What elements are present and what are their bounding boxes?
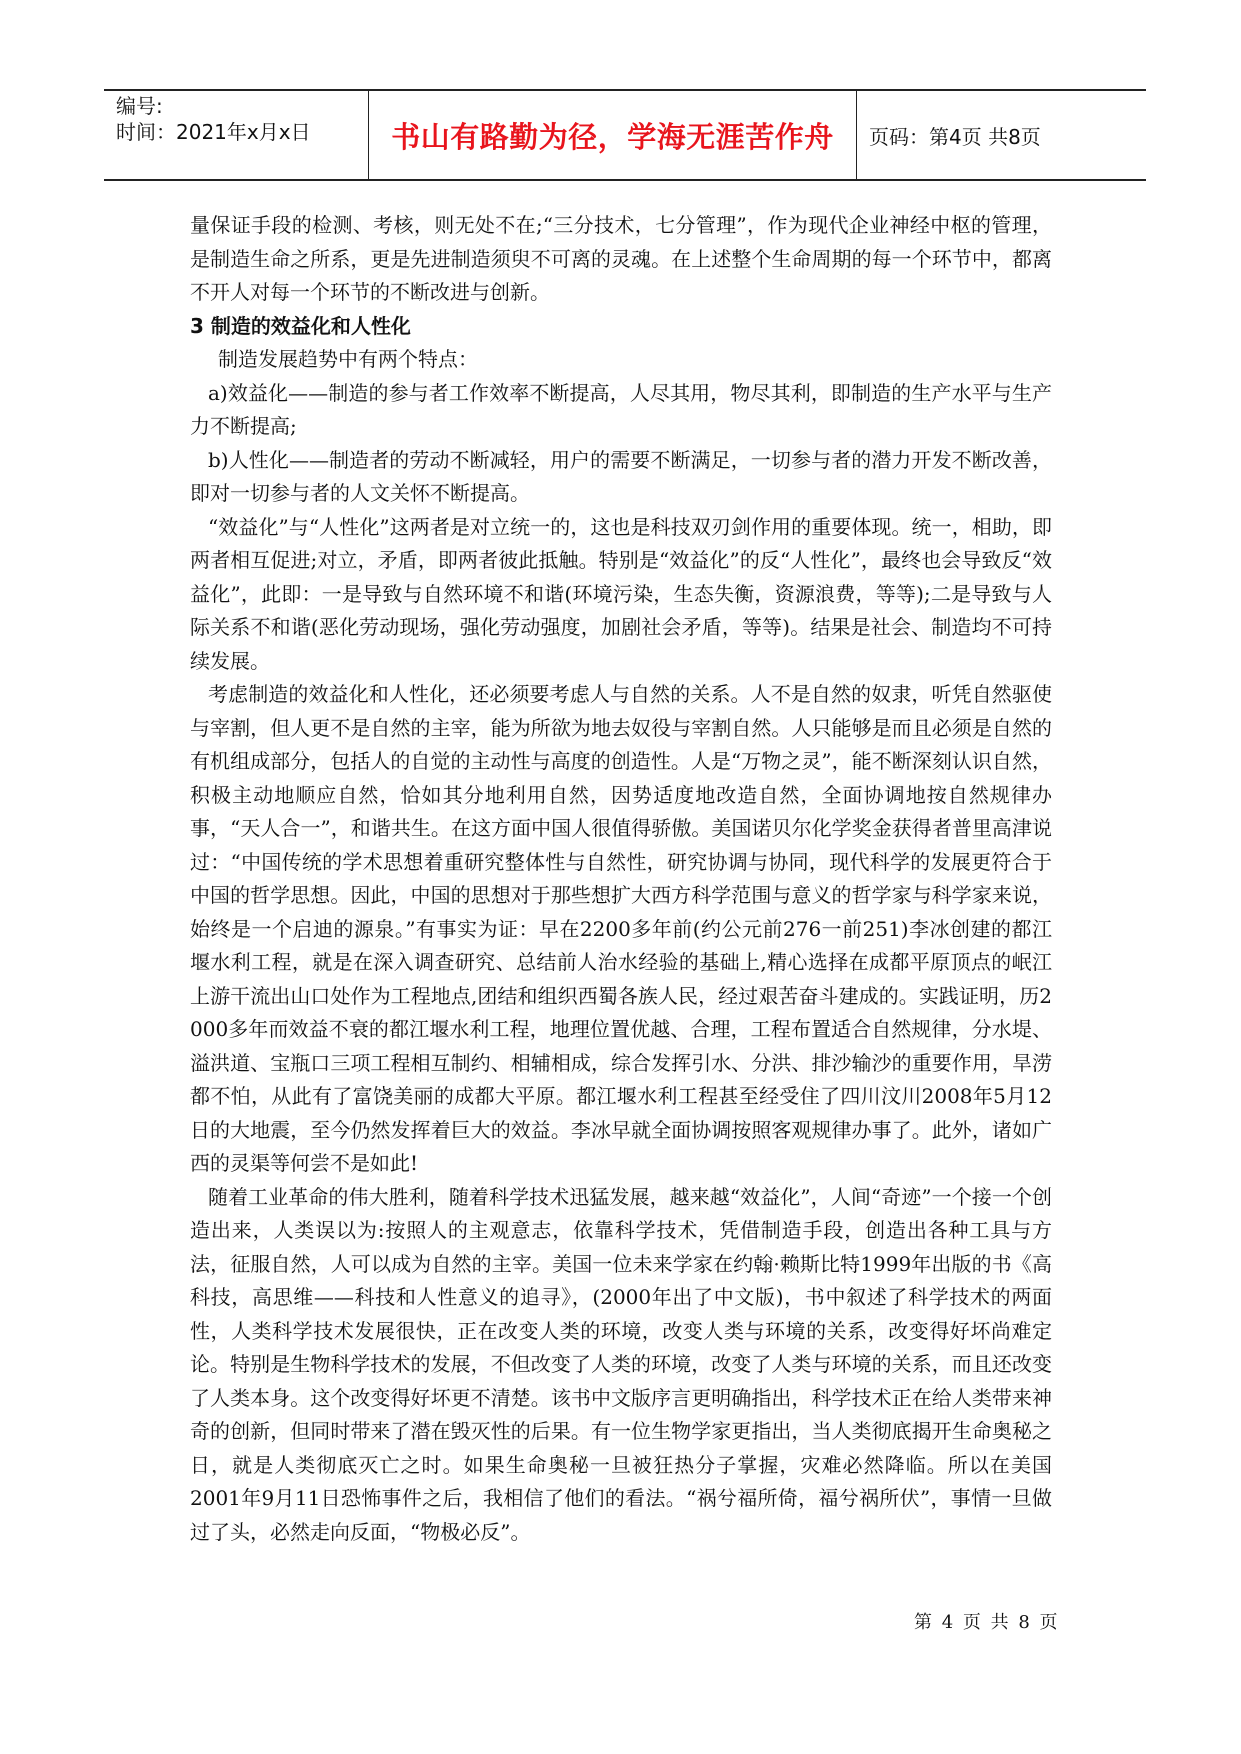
page-header bbox=[104, 89, 1146, 181]
doc-number-label: 编号: bbox=[116, 94, 163, 118]
paragraph-3: a)效益化——制造的参与者工作效率不断提高，人尽其用，物尽其利，即制造的生产水平与生产力不断提高; bbox=[190, 380, 1052, 438]
paragraph-5: “效益化”与“人性化”这两者是对立统一的，这也是科技双刃剑作用的重要体现。统一，相助，即两者相互促进;对立，矛盾，即两者彼此抵触。特别是“效益化”的反“人性化”，最终也会导致反“效益化”，此即：一是导致与自然环境不和谐(环境污染，生态失衡，资源浪费，等等);二是导致与人际关系不和谐(恶化劳动现场，强化劳动强度，加剧社会矛盾，等等)。结果是社会、制造均不可持续发展。 bbox=[190, 514, 1052, 673]
page-footer: 第 4 页 共 8 页 bbox=[914, 1612, 1060, 1633]
header-page-code: 页码：第4页 共8页 bbox=[869, 124, 1041, 149]
paragraph-1: 量保证手段的检测、考核，则无处不在;“三分技术，七分管理”，作为现代企业神经中枢的管理，是制造生命之所系，更是先进制造须臾不可离的灵魂。在上述整个生命周期的每一个环节中，都离不开人对每一个环节的不断改进与创新。 bbox=[190, 213, 1052, 304]
paragraph-4: b)人性化——制造者的劳动不断减轻，用户的需要不断满足，一切参与者的潜力开发不断改善，即对一切参与者的人文关怀不断提高。 bbox=[190, 447, 1052, 505]
header-info-cell bbox=[104, 91, 369, 179]
header-motto: 书山有路勤为径，学海无涯苦作舟 bbox=[369, 91, 857, 179]
section-heading: 3 制造的效益化和人性化 bbox=[190, 313, 411, 338]
paragraph-7: 随着工业革命的伟大胜利，随着科学技术迅猛发展，越来越“效益化”，人间“奇迹”一个接一个创造出来，人类误以为:按照人的主观意志，依靠科学技术，凭借制造手段，创造出各种工具与方法，征服自然，人可以成为自然的主宰。美国一位未来学家在约翰·赖斯比特1999年出版的书《高科技，高思维——科技和人性意义的追寻》，(2000年出了中文版)，书中叙述了科学技术的两面性，人类科学技术发展很快，正在改变人类的环境，改变人类与环境的关系，改变得好坏尚难定论。特别是生物科学技术的发展，不但改变了人类的环境，改变了人类与环境的关系，而且还改变了人类本身。这个改变得好坏更不清楚。该书中文版序言更明确指出，科学技术正在给人类带来神奇的创新，但同时带来了潜在毁灭性的后果。有一位生物学家更指出，当人类彻底揭开生命奥秘之日，就是人类彻底灭亡之时。如果生命奥秘一旦被狂热分子掌握，灾难必然降临。所以在美国2001年9月11日恐怖事件之后，我相信了他们的看法。“祸兮福所倚，福兮祸所伏”，事情一旦做过了头，必然走向反面，“物极必反”。 bbox=[190, 1184, 1052, 1544]
paragraph-2: 制造发展趋势中有两个特点： bbox=[218, 347, 478, 371]
paragraph-6: 考虑制造的效益化和人性化，还必须要考虑人与自然的关系。人不是自然的奴隶，听凭自然驱使与宰割，但人更不是自然的主宰，能为所欲为地去奴役与宰割自然。人只能够是而且必须是自然的有机组成部分，包括人的自觉的主动性与高度的创造性。人是“万物之灵”，能不断深刻认识自然，积极主动地顺应自然，恰如其分地利用自然，因势适度地改造自然，全面协调地按自然规律办事，“天人合一”，和谐共生。在这方面中国人很值得骄傲。美国诺贝尔化学奖金获得者普里高津说过：“中国传统的学术思想着重研究整体性与自然性，研究协调与协同，现代科学的发展更符合于中国的哲学思想。因此，中国的思想对于那些想扩大西方科学范围与意义的哲学家与科学家来说，始终是一个启迪的源泉。”有事实为证：早在2200多年前(约公元前276一前251)李冰创建的都江堰水利工程，就是在深入调查研究、总结前人治水经验的基础上,精心选择在成都平原顶点的岷江上游干流出山口处作为工程地点,团结和组织西蜀各族人民，经过艰苦奋斗建成的。实践证明，历2 000多年而效益不衰的都江堰水利工程，地理位置优越、合理，工程布置适合自然规律，分水堤、溢洪道、宝瓶口三项工程相互制约、相辅相成，综合发挥引水、分洪、排沙输沙的重要作用，旱涝都不怕，从此有了富饶美丽的成都大平原。都江堰水利工程甚至经受住了四川汶川2008年5月12日的大地震，至今仍然发挥着巨大的效益。李冰早就全面协调按照客观规律办事了。此外，诸如广西的灵渠等何尝不是如此! bbox=[190, 682, 1052, 1175]
doc-time-label: 时间：2021年x月x日 bbox=[116, 120, 311, 144]
document-body bbox=[190, 209, 1052, 1549]
